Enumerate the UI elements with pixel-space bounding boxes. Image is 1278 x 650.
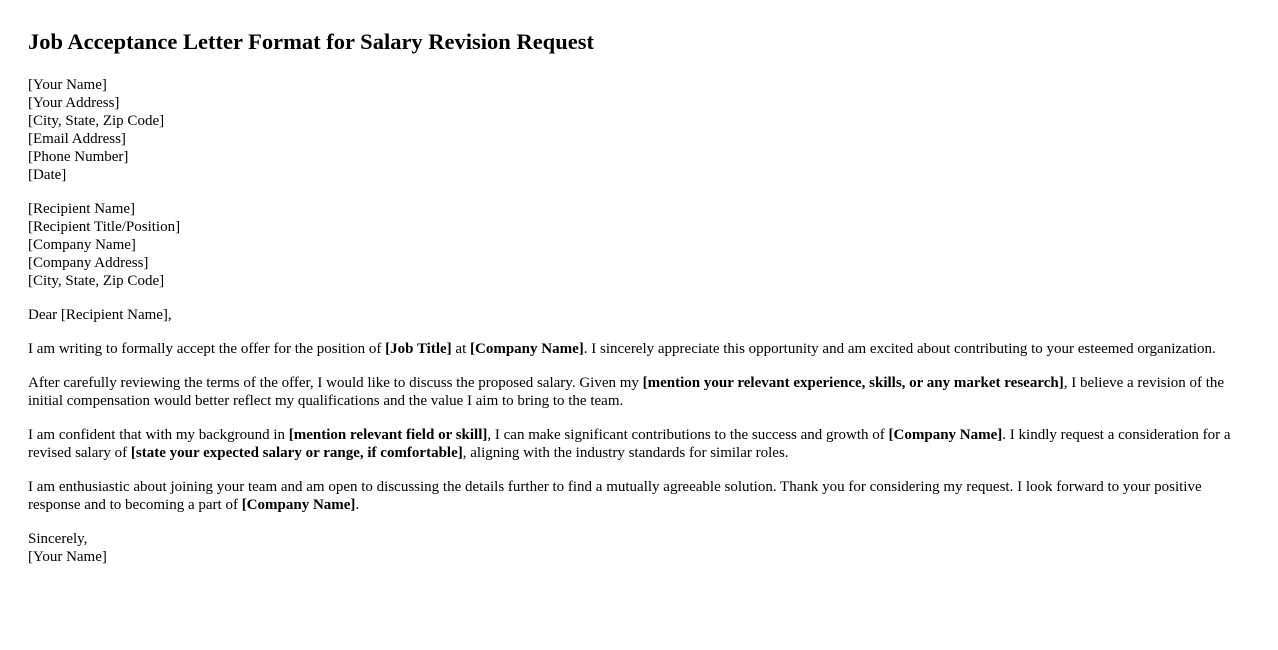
recipient-name: [Recipient Name] — [28, 201, 136, 217]
signature-block — [28, 530, 1250, 566]
placeholder-experience: [mention your relevant experience, skills, or any market research] — [642, 375, 1064, 391]
sender-name: [Your Name] — [28, 77, 107, 93]
paragraph-text: , I believe a revision of the initial compensation would better reflect my qualifications and the value I aim to bring to the team. — [28, 375, 1225, 409]
placeholder-company-name: [Company Name] — [888, 427, 1003, 443]
recipient-city-state-zip: [City, State, Zip Code] — [28, 273, 165, 289]
paragraph-text: I am enthusiastic about joining your team and am open to discussing the details further to find a mutually agreeable solution. Thank you for considering my request. I look forward to your positive response and to becoming a part of — [28, 479, 1202, 513]
paragraph-text: , aligning with the industry standards for similar roles. — [462, 445, 789, 461]
paragraph-text: , I can make significant contributions to the success and growth of — [487, 427, 889, 443]
placeholder-company-name: [Company Name] — [470, 341, 584, 357]
sender-address-block — [28, 76, 1250, 184]
placeholder-field-skill: [mention relevant field or skill] — [288, 427, 488, 443]
body-paragraph-acceptance — [28, 340, 1250, 358]
placeholder-expected-salary: [state your expected salary or range, if comfortable] — [130, 445, 463, 461]
recipient-company-address: [Company Address] — [28, 255, 149, 271]
paragraph-text: After carefully reviewing the terms of the offer, I would like to discuss the proposed salary. Given my — [28, 375, 643, 391]
signature-name: [Your Name] — [28, 549, 107, 565]
sender-city-state-zip: [City, State, Zip Code] — [28, 113, 165, 129]
sender-phone: [Phone Number] — [28, 149, 129, 165]
paragraph-text: at — [451, 341, 470, 357]
valediction: Sincerely, — [28, 531, 88, 547]
paragraph-text: . I sincerely appreciate this opportunity and am excited about contributing to your esteemed organization. — [583, 341, 1216, 357]
page-title: Job Acceptance Letter Format for Salary Revision Request — [28, 29, 594, 54]
body-paragraph-salary-discussion — [28, 374, 1250, 410]
letter-date: [Date] — [28, 167, 67, 183]
placeholder-company-name: [Company Name] — [241, 497, 356, 513]
sender-email: [Email Address] — [28, 131, 126, 147]
placeholder-job-title: [Job Title] — [385, 341, 452, 357]
paragraph-text: . I kindly request a consideration for a revised salary of — [28, 427, 1231, 461]
paragraph-text: . — [355, 497, 360, 513]
recipient-address-block — [28, 200, 1250, 290]
paragraph-text: I am writing to formally accept the offer for the position of — [28, 341, 386, 357]
recipient-company: [Company Name] — [28, 237, 136, 253]
recipient-title: [Recipient Title/Position] — [28, 219, 181, 235]
body-paragraph-salary-request — [28, 426, 1250, 462]
salutation: Dear [Recipient Name], — [28, 307, 172, 323]
sender-address: [Your Address] — [28, 95, 120, 111]
paragraph-text: I am confident that with my background in — [28, 427, 289, 443]
body-paragraph-closing — [28, 478, 1250, 514]
